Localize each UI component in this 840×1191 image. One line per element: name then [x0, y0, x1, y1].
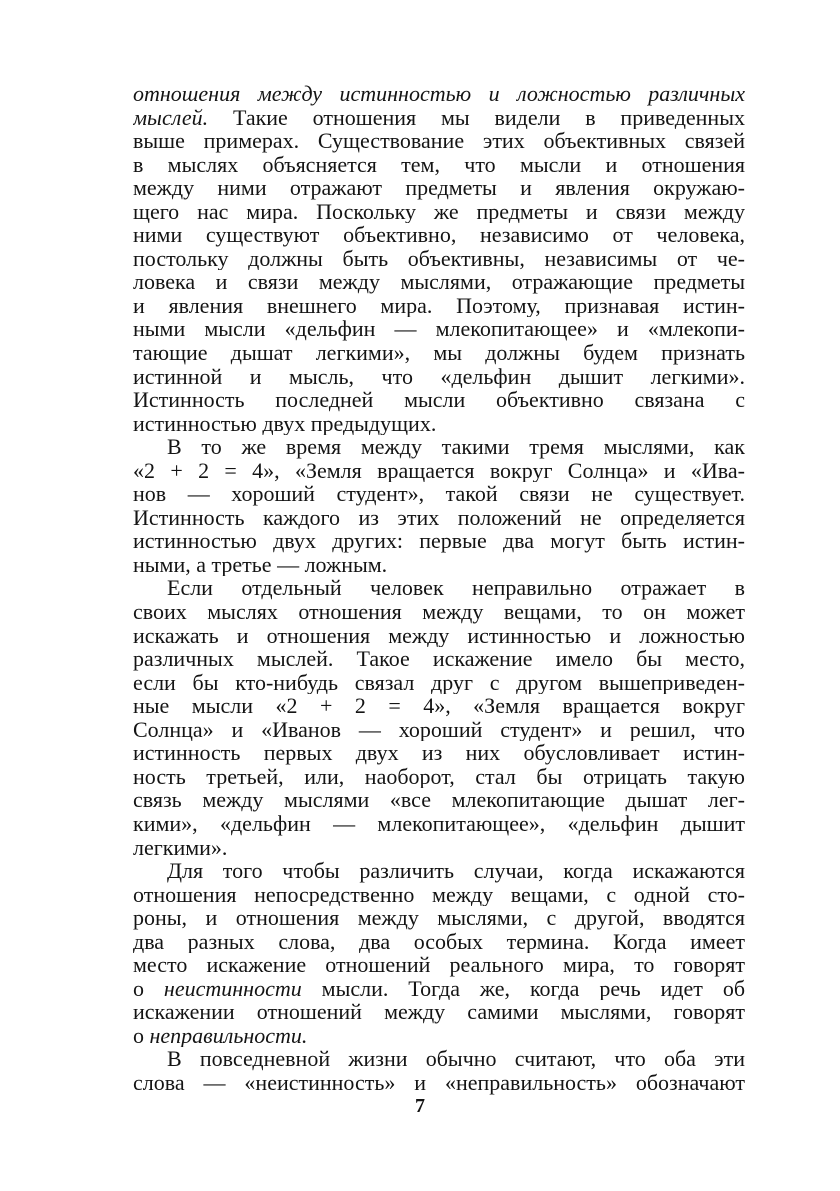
text-run: тающие дышат легкими», мы должны будем признать [133, 341, 745, 365]
text-run: о [133, 976, 164, 1001]
text-line [133, 718, 745, 742]
text-line [133, 930, 745, 954]
text-line [133, 836, 745, 860]
text-line [133, 647, 745, 671]
text-line [133, 812, 745, 836]
text-run: истинность первых двух из них обусловливает истин- [133, 741, 745, 765]
text-run: и явления внешнего мира. Поэтому, признавая истин- [133, 293, 745, 318]
text-run: своих мыслях отношения между вещами, то он может [133, 600, 745, 624]
paragraph [133, 435, 745, 576]
text-run: ными, а третье — ложным. [133, 552, 388, 577]
text-line [133, 600, 745, 624]
text-run: постольку должны быть объективны, независимы от че- [133, 246, 745, 271]
text-line [133, 883, 745, 907]
text-run: в мыслях объясняется тем, что мысли и отношения [133, 152, 745, 177]
italic-term: неистинности [163, 976, 302, 1001]
text-run: мысли. Тогда же, когда речь идет об [301, 976, 745, 1001]
text-line [133, 624, 745, 648]
text-run: ность третьей, или, наоборот, стал бы отрицать такую [133, 764, 745, 789]
text-run: связь между мыслями «все млекопитающие дышат лег- [133, 788, 745, 812]
text-line [133, 412, 745, 436]
paragraph [133, 82, 745, 435]
text-line [133, 788, 745, 812]
text-line [133, 953, 745, 977]
text-run: искажать и отношения между истинностью и ложностью [133, 623, 745, 648]
text-line [133, 694, 745, 718]
text-run: отношения непосредственно между вещами, с одной сто- [133, 882, 745, 907]
text-line [133, 106, 745, 130]
text-run: Солнца» и «Иванов — хороший студент» и решил, что [133, 717, 745, 742]
text-run: легкими». [133, 835, 228, 860]
text-line [133, 1071, 745, 1095]
text-run: между ними отражают предметы и явления окружаю- [133, 176, 745, 200]
text-run: кими», «дельфин — млекопитающее», «дельфин дышит [133, 811, 745, 836]
text-line [133, 859, 745, 883]
text-line [133, 906, 745, 930]
text-run: Такие отношения мы видели в приведенных [208, 105, 745, 130]
page-number: 7 [415, 1095, 425, 1117]
text-run: Если отдельный человек неправильно отражает в [167, 576, 745, 601]
text-line [133, 388, 745, 412]
text-line [133, 529, 745, 553]
text-line [133, 1047, 745, 1071]
body-text [133, 82, 745, 1095]
text-line [133, 1024, 745, 1048]
text-run: нов — хороший студент», такой связи не существует. [133, 482, 745, 506]
text-run: «2 + 2 = 4», «Земля вращается вокруг Солнца» и «Ива- [133, 458, 745, 483]
text-line [133, 200, 745, 224]
text-line [133, 341, 745, 365]
text-line [133, 176, 745, 200]
paragraph [133, 1047, 745, 1094]
text-run: ними существуют объективно, независимо от человека, [133, 223, 745, 247]
italic-term: неправильности. [149, 1023, 308, 1048]
text-run: два разных слова, два особых термина. Когда имеет [133, 929, 745, 954]
text-line [133, 294, 745, 318]
text-line [133, 365, 745, 389]
text-run: различных мыслей. Такое искажение имело бы место, [133, 647, 745, 671]
text-run: место искажение отношений реального мира, то говорят [133, 953, 745, 977]
text-run: Для того чтобы различить случаи, когда искажаются [167, 859, 745, 883]
text-line [133, 129, 745, 153]
text-line [133, 247, 745, 271]
text-run: слова — «неистинность» и «неправильность» обозначают [133, 1070, 745, 1095]
text-line [133, 223, 745, 247]
text-line [133, 1000, 745, 1024]
text-line [133, 459, 745, 483]
italic-term: мыслей. [133, 105, 209, 130]
text-run: выше примерах. Существование этих объективных связей [133, 129, 745, 153]
text-line [133, 153, 745, 177]
text-line [133, 553, 745, 577]
text-run: ными мысли «дельфин — млекопитающее» и «млекопи- [133, 317, 745, 342]
text-line [133, 671, 745, 695]
text-run: о [133, 1023, 150, 1048]
paragraph [133, 576, 745, 859]
text-run: В то же время между такими тремя мыслями, как [167, 435, 745, 459]
text-run: роны, и отношения между мыслями, с другой, вводятся [133, 906, 745, 930]
text-line [133, 82, 745, 106]
text-line [133, 506, 745, 530]
text-run: ловека и связи между мыслями, отражающие предметы [133, 270, 745, 294]
text-run: искажении отношений между самими мыслями, говорят [133, 1000, 745, 1024]
italic-term: отношения между истинностью и ложностью различных [133, 82, 745, 106]
text-line [133, 482, 745, 506]
text-line [133, 977, 745, 1001]
paragraph [133, 859, 745, 1047]
text-line [133, 741, 745, 765]
text-run: В повседневной жизни обычно считают, что оба эти [167, 1047, 745, 1071]
text-run: истинностью двух предыдущих. [133, 411, 437, 436]
text-line [133, 576, 745, 600]
text-run: Истинность каждого из этих положений не определяется [133, 505, 745, 530]
text-line [133, 765, 745, 789]
text-run: ные мысли «2 + 2 = 4», «Земля вращается вокруг [133, 694, 745, 718]
text-run: щего нас мира. Поскольку же предметы и связи между [133, 199, 745, 224]
text-line [133, 435, 745, 459]
text-line [133, 317, 745, 341]
text-run: истинностью двух других: первые два могут быть истин- [133, 529, 745, 553]
text-run: если бы кто-нибудь связал друг с другом вышеприведен- [133, 670, 745, 695]
text-run: Истинность последней мысли объективно связана с [133, 388, 745, 412]
text-line [133, 270, 745, 294]
text-run: истинной и мысль, что «дельфин дышит легкими». [133, 364, 745, 389]
